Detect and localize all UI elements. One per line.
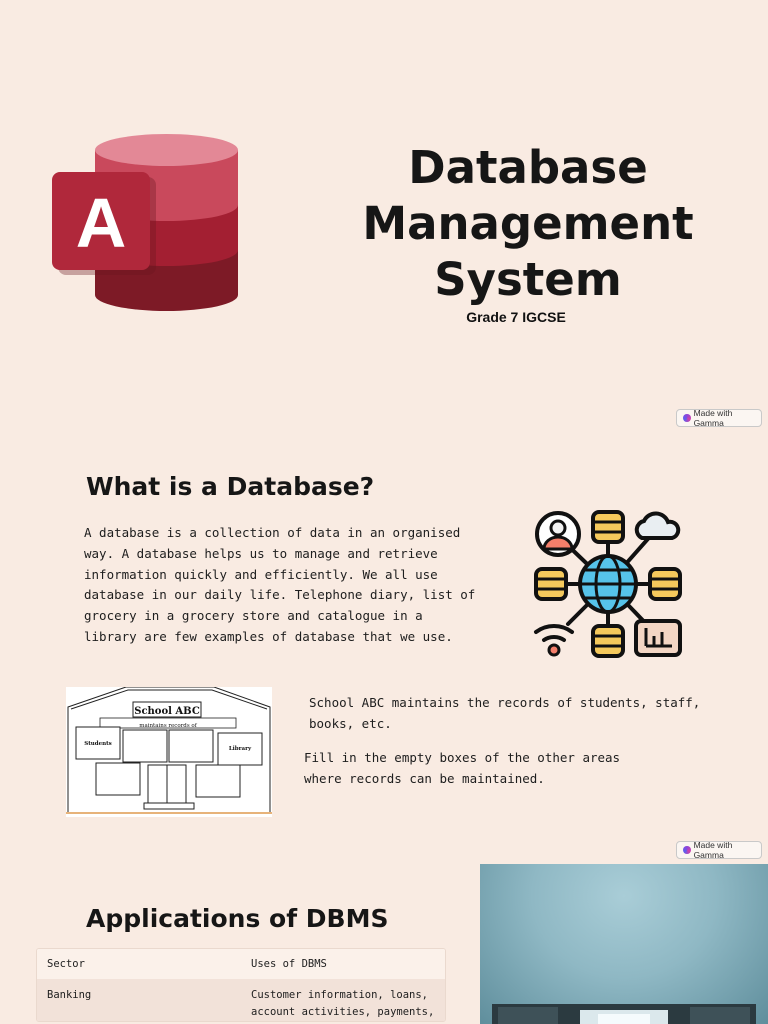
- table-cell: Banking: [47, 989, 92, 1001]
- table-header-row: [37, 949, 445, 979]
- server-room-photo: [480, 864, 768, 1024]
- section-heading: Applications of DBMS: [86, 904, 389, 933]
- table-cell: Customer information, loans, account activities, payments,: [251, 989, 435, 1018]
- title-line: System: [434, 253, 622, 306]
- table-header-cell: Uses of DBMS: [251, 957, 327, 970]
- made-with-gamma-badge[interactable]: [676, 841, 762, 859]
- page-title: [330, 140, 726, 308]
- title-line: Management: [362, 197, 694, 250]
- logo-letter: A: [75, 184, 127, 262]
- worksheet-label-students: Students: [84, 741, 112, 747]
- subtitle: Grade 7 IGCSE: [466, 309, 566, 325]
- worksheet-caption: maintains records of: [139, 723, 197, 729]
- table-row: [37, 979, 445, 1021]
- badge-label: Made with Gamma: [693, 840, 733, 860]
- database-network-icon: [532, 508, 684, 660]
- badge-label: Made with Gamma: [693, 408, 733, 428]
- school-records-worksheet: [66, 687, 272, 817]
- worksheet-label-library: Library: [228, 746, 252, 752]
- made-with-gamma-badge[interactable]: [676, 409, 762, 427]
- title-line: Database: [408, 141, 648, 194]
- section-heading: What is a Database?: [86, 472, 375, 501]
- worksheet-title: School ABC: [134, 706, 200, 717]
- gamma-logo-icon: [683, 846, 691, 854]
- school-records-text: School ABC maintains the records of students, staff, books, etc.: [309, 695, 701, 731]
- fill-boxes-instruction: Fill in the empty boxes of the other areas where records can be maintained.: [304, 750, 621, 786]
- database-definition-text: A database is a collection of data in an organised way. A database helps us to manage and retrieve information quickly and efficiently. We all use database in our daily life. Telephone diary, list of grocery in a grocery store and catalogue in a library are few examples of database that we use.: [84, 525, 476, 644]
- access-logo-icon: [50, 125, 242, 315]
- gamma-logo-icon: [683, 414, 691, 422]
- dbms-applications-table: [36, 948, 446, 1022]
- table-header-cell: Sector: [47, 957, 85, 970]
